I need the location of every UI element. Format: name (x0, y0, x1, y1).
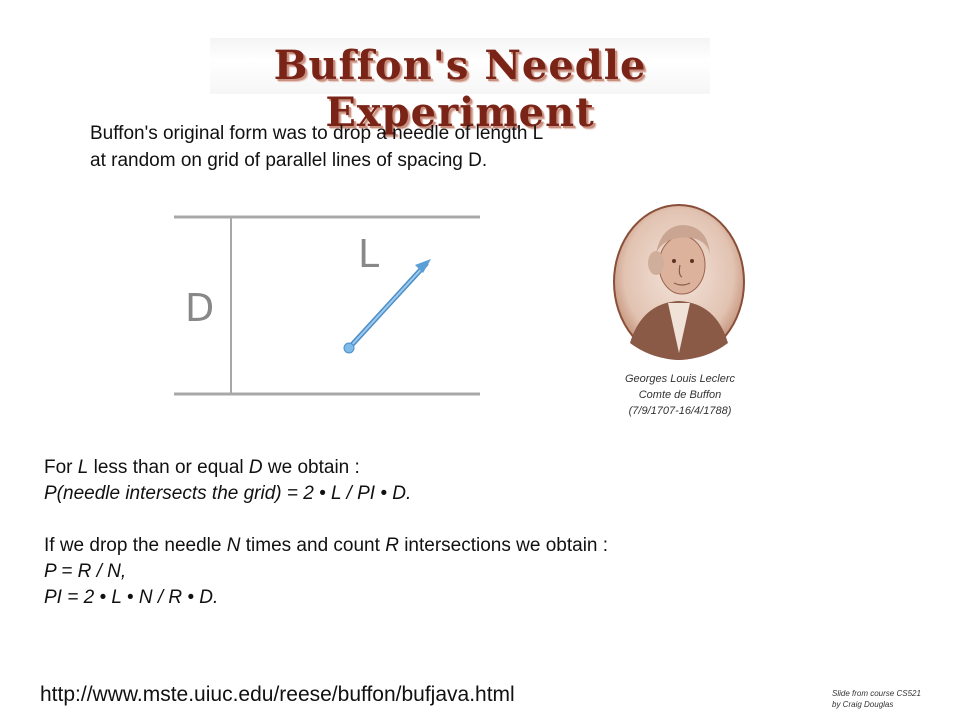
probability-formula: P(needle intersects the grid) = 2 • L / PI • D. (44, 483, 412, 504)
condition-line: For L less than or equal D we obtain : (44, 457, 360, 478)
credit-author: by Craig Douglas (832, 700, 894, 709)
caption-name: Georges Louis Leclerc (624, 373, 736, 385)
experiment-line: If we drop the needle N times and count R intersections we obtain : (44, 535, 609, 556)
var-r: R (385, 535, 399, 556)
paragraph-gap (44, 507, 804, 533)
caption-dates: (7/9/1707-16/4/1788) (628, 405, 732, 417)
title-banner (210, 38, 710, 136)
spacing-label-d: D (185, 286, 215, 330)
portrait-caption (596, 371, 764, 419)
slide-credit (832, 688, 921, 710)
var-n: N (226, 535, 241, 556)
var-d: D (248, 457, 263, 478)
intro-line-1: Buffon's original form was to drop a needle of length L (90, 123, 544, 144)
buffon-portrait (612, 203, 746, 361)
intro-text (90, 120, 650, 174)
var-l: L (77, 457, 89, 478)
pi-formula: PI = 2 • L • N / R • D. (44, 587, 219, 608)
estimate-formula: P = R / N, (44, 561, 127, 582)
explanation-text (44, 455, 804, 611)
reference-link[interactable]: http://www.mste.uiuc.edu/reese/buffon/bufjava.html (40, 683, 515, 706)
slide-title: Buffon's Needle Experiment (273, 42, 647, 136)
caption-title: Comte de Buffon (638, 389, 722, 401)
credit-course: Slide from course CS521 (832, 689, 921, 698)
intro-line-2: at random on grid of parallel lines of spacing D. (90, 150, 488, 171)
needle-diagram (168, 207, 488, 402)
needle-label-l: L (358, 232, 380, 276)
